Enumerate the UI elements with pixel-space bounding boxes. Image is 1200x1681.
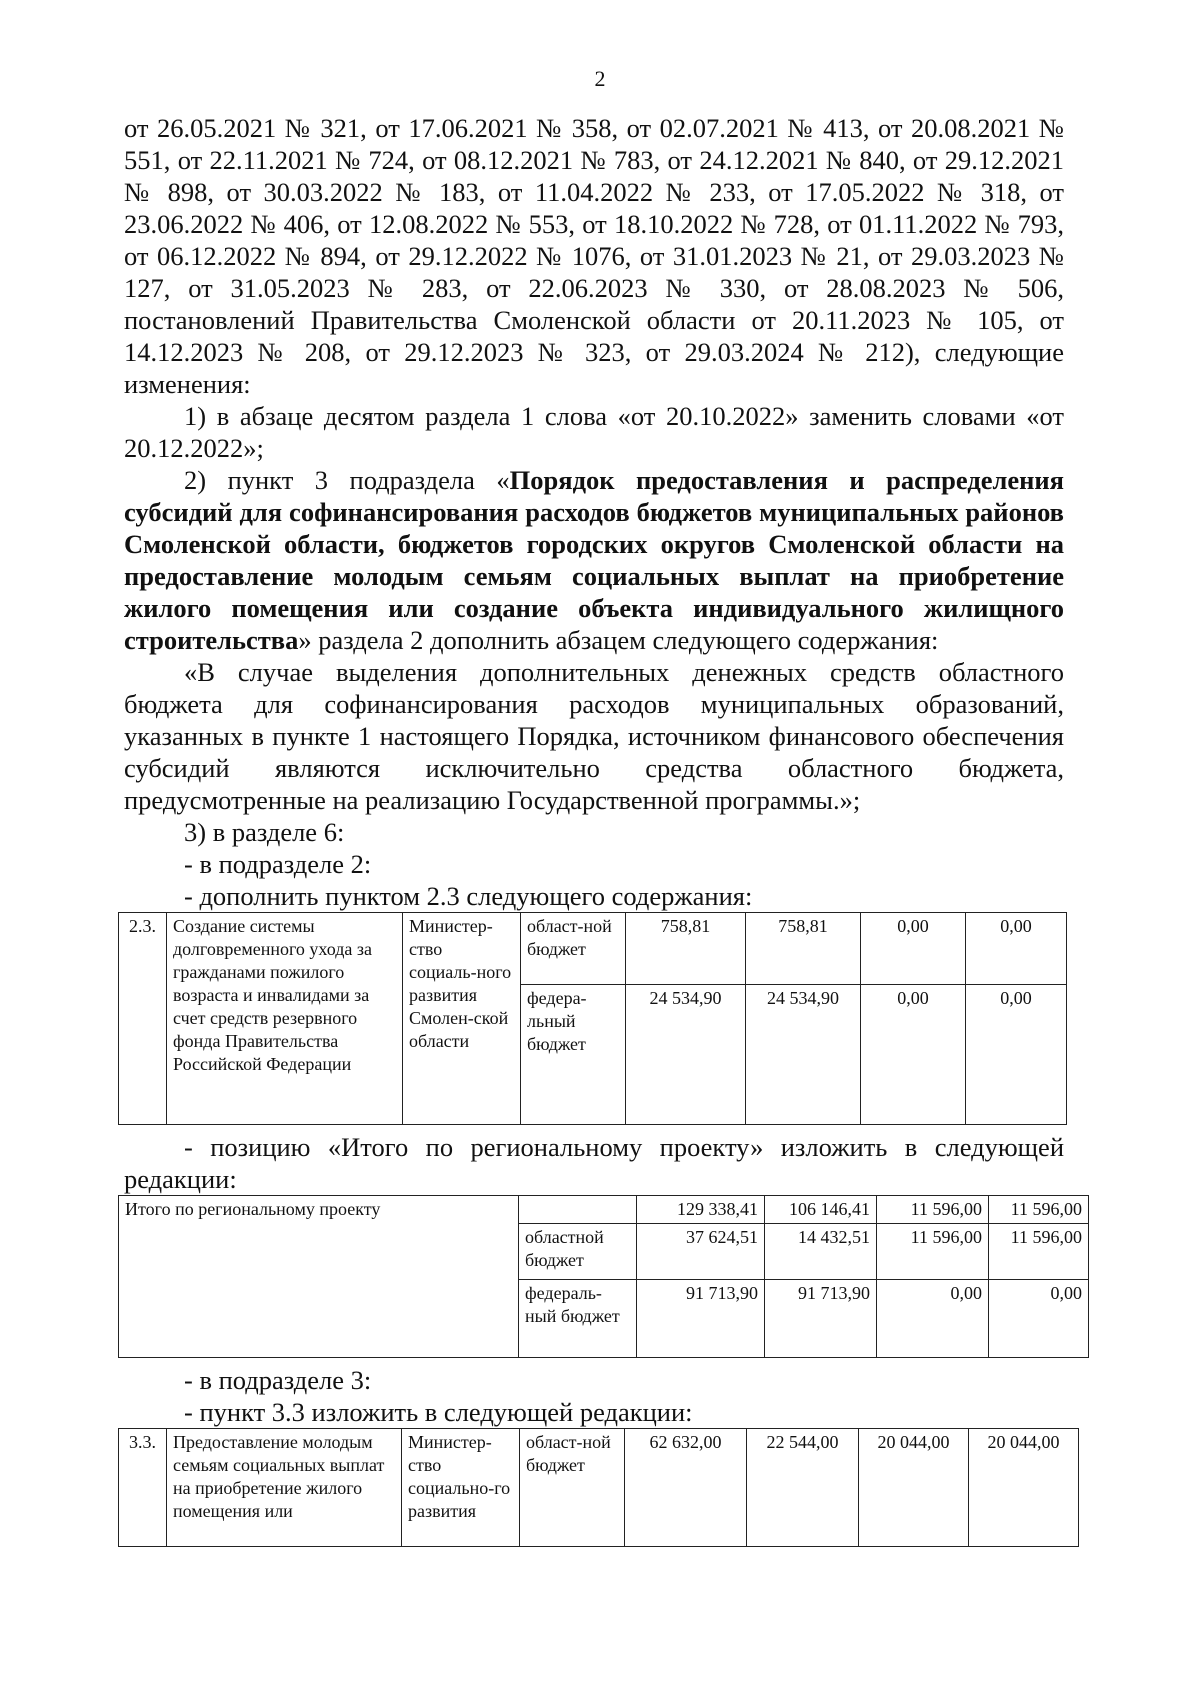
- table-cell-value: 0,00: [877, 1280, 989, 1358]
- table-cell-value: 11 596,00: [989, 1224, 1089, 1280]
- table-cell-value: 24 534,90: [746, 985, 861, 1125]
- table-cell-value: 20 044,00: [859, 1429, 969, 1547]
- table-cell-name: Предоставление молодым семьям социальных выплат на приобретение жилого помещения или: [167, 1429, 402, 1547]
- table-cell-number: 2.3.: [119, 913, 167, 1125]
- table-cell-value: 0,00: [966, 913, 1067, 985]
- paragraph-add-2-3: - дополнить пунктом 2.3 следующего содержания:: [184, 881, 753, 911]
- table-cell-number: 3.3.: [119, 1429, 167, 1547]
- paragraph-item-1: 1) в абзаце десятом раздела 1 слова «от 20.10.2022» заменить словами «от 20.12.2022»;: [124, 401, 1064, 463]
- table-cell-value: 37 624,51: [637, 1224, 765, 1280]
- table-cell-value: 24 534,90: [626, 985, 746, 1125]
- paragraph-subsection-2: - в подразделе 2:: [184, 849, 372, 879]
- table-cell-source: [519, 1196, 637, 1224]
- paragraph-subsection-3: - в подразделе 3:: [184, 1365, 372, 1395]
- table-regional-total: [118, 1195, 1089, 1358]
- table-row: [119, 913, 1067, 985]
- paragraph-item-2: [124, 464, 1064, 656]
- table-cell-value: 91 713,90: [637, 1280, 765, 1358]
- table-row: [119, 1196, 1089, 1224]
- table-cell-source: федераль-ный бюджет: [519, 1280, 637, 1358]
- table-cell-executor: Министер-ство социально-го развития: [402, 1429, 520, 1547]
- document-body: [124, 112, 1082, 1547]
- paragraph-amendment-list: от 26.05.2021 № 321, от 17.06.2021 № 358, от 02.07.2021 № 413, от 20.08.2021 № 551, от 22.11.2021 № 724, от 08.12.2021 № 783, от 24.12.2021 № 840, от 29.12.2021 № 898, от 30.03.2022 № 183, от 11.04.2022 № 233, от 17.05.2022 № 318, от 23.06.2022 № 406, от 12.08.2022 № 553, от 18.10.2022 № 728, от 01.11.2022 № 793, от 06.12.2022 № 894, от 29.12.2022 № 1076, от 31.01.2023 № 21, от 29.03.2023 № 127, от 31.05.2023 № 283, от 22.06.2023 № 330, от 28.08.2023 № 506, постановлений Правительства Смоленской области от 20.11.2023 № 105, от 14.12.2023 № 208, от 29.12.2023 № 323, от 29.03.2024 № 212), следующие изменения:: [124, 113, 1064, 399]
- table-cell-value: 129 338,41: [637, 1196, 765, 1224]
- table-cell-value: 0,00: [861, 913, 966, 985]
- table-cell-source: област-ной бюджет: [521, 913, 626, 985]
- table-cell-value: 758,81: [626, 913, 746, 985]
- table-cell-value: 758,81: [746, 913, 861, 985]
- paragraph-position-total: - позицию «Итого по региональному проекту» изложить в следующей редакции:: [124, 1132, 1064, 1194]
- table-item-2-3: [118, 912, 1067, 1125]
- item2-suffix: » раздела 2 дополнить абзацем следующего содержания:: [298, 625, 939, 655]
- table-cell-value: 106 146,41: [765, 1196, 877, 1224]
- table-cell-value: 62 632,00: [625, 1429, 747, 1547]
- paragraph-point-3-3: - пункт 3.3 изложить в следующей редакции:: [184, 1397, 693, 1427]
- table-cell-value: 22 544,00: [747, 1429, 859, 1547]
- table-cell-value: 0,00: [966, 985, 1067, 1125]
- table-cell-label: Итого по региональному проекту: [119, 1196, 519, 1358]
- item2-bold-title: Порядок предоставления и распределения субсидий для софинансирования расходов бюджетов муниципальных районов Смоленской области, бюджетов городских округов Смоленской области на предоставление молодым семьям социальных выплат на приобретение жилого помещения или создание объекта индивидуального жилищного строительства: [124, 465, 1064, 655]
- table-cell-value: 11 596,00: [877, 1224, 989, 1280]
- table-cell-name: Создание системы долговременного ухода за гражданами пожилого возраста и инвалидами за счет средств резервного фонда Правительства Российской Федерации: [167, 913, 403, 1125]
- table-row: [119, 1429, 1079, 1547]
- paragraph-item-3: 3) в разделе 6:: [184, 817, 345, 847]
- table-cell-value: 0,00: [861, 985, 966, 1125]
- table-cell-value: 11 596,00: [989, 1196, 1089, 1224]
- table-cell-source: област-ной бюджет: [520, 1429, 625, 1547]
- table-cell-source: областной бюджет: [519, 1224, 637, 1280]
- table-cell-source: федера-льный бюджет: [521, 985, 626, 1125]
- table-cell-value: 91 713,90: [765, 1280, 877, 1358]
- table-item-3-3: [118, 1428, 1079, 1547]
- table-cell-value: 20 044,00: [969, 1429, 1079, 1547]
- table-cell-value: 0,00: [989, 1280, 1089, 1358]
- page-number: 2: [594, 66, 606, 91]
- table-cell-value: 14 432,51: [765, 1224, 877, 1280]
- table-cell-value: 11 596,00: [877, 1196, 989, 1224]
- paragraph-quote: «В случае выделения дополнительных денежных средств областного бюджета для софинансирования расходов муниципальных образований, указанных в пункте 1 настоящего Порядка, источником финансового обеспечения субсидий являются исключительно средства областного бюджета, предусмотренные на реализацию Государственной программы.»;: [124, 657, 1064, 815]
- table-cell-executor: Министер-ство социаль-ного развития Смолен-ской области: [403, 913, 521, 1125]
- item2-prefix: 2) пункт 3 подраздела «: [184, 465, 510, 495]
